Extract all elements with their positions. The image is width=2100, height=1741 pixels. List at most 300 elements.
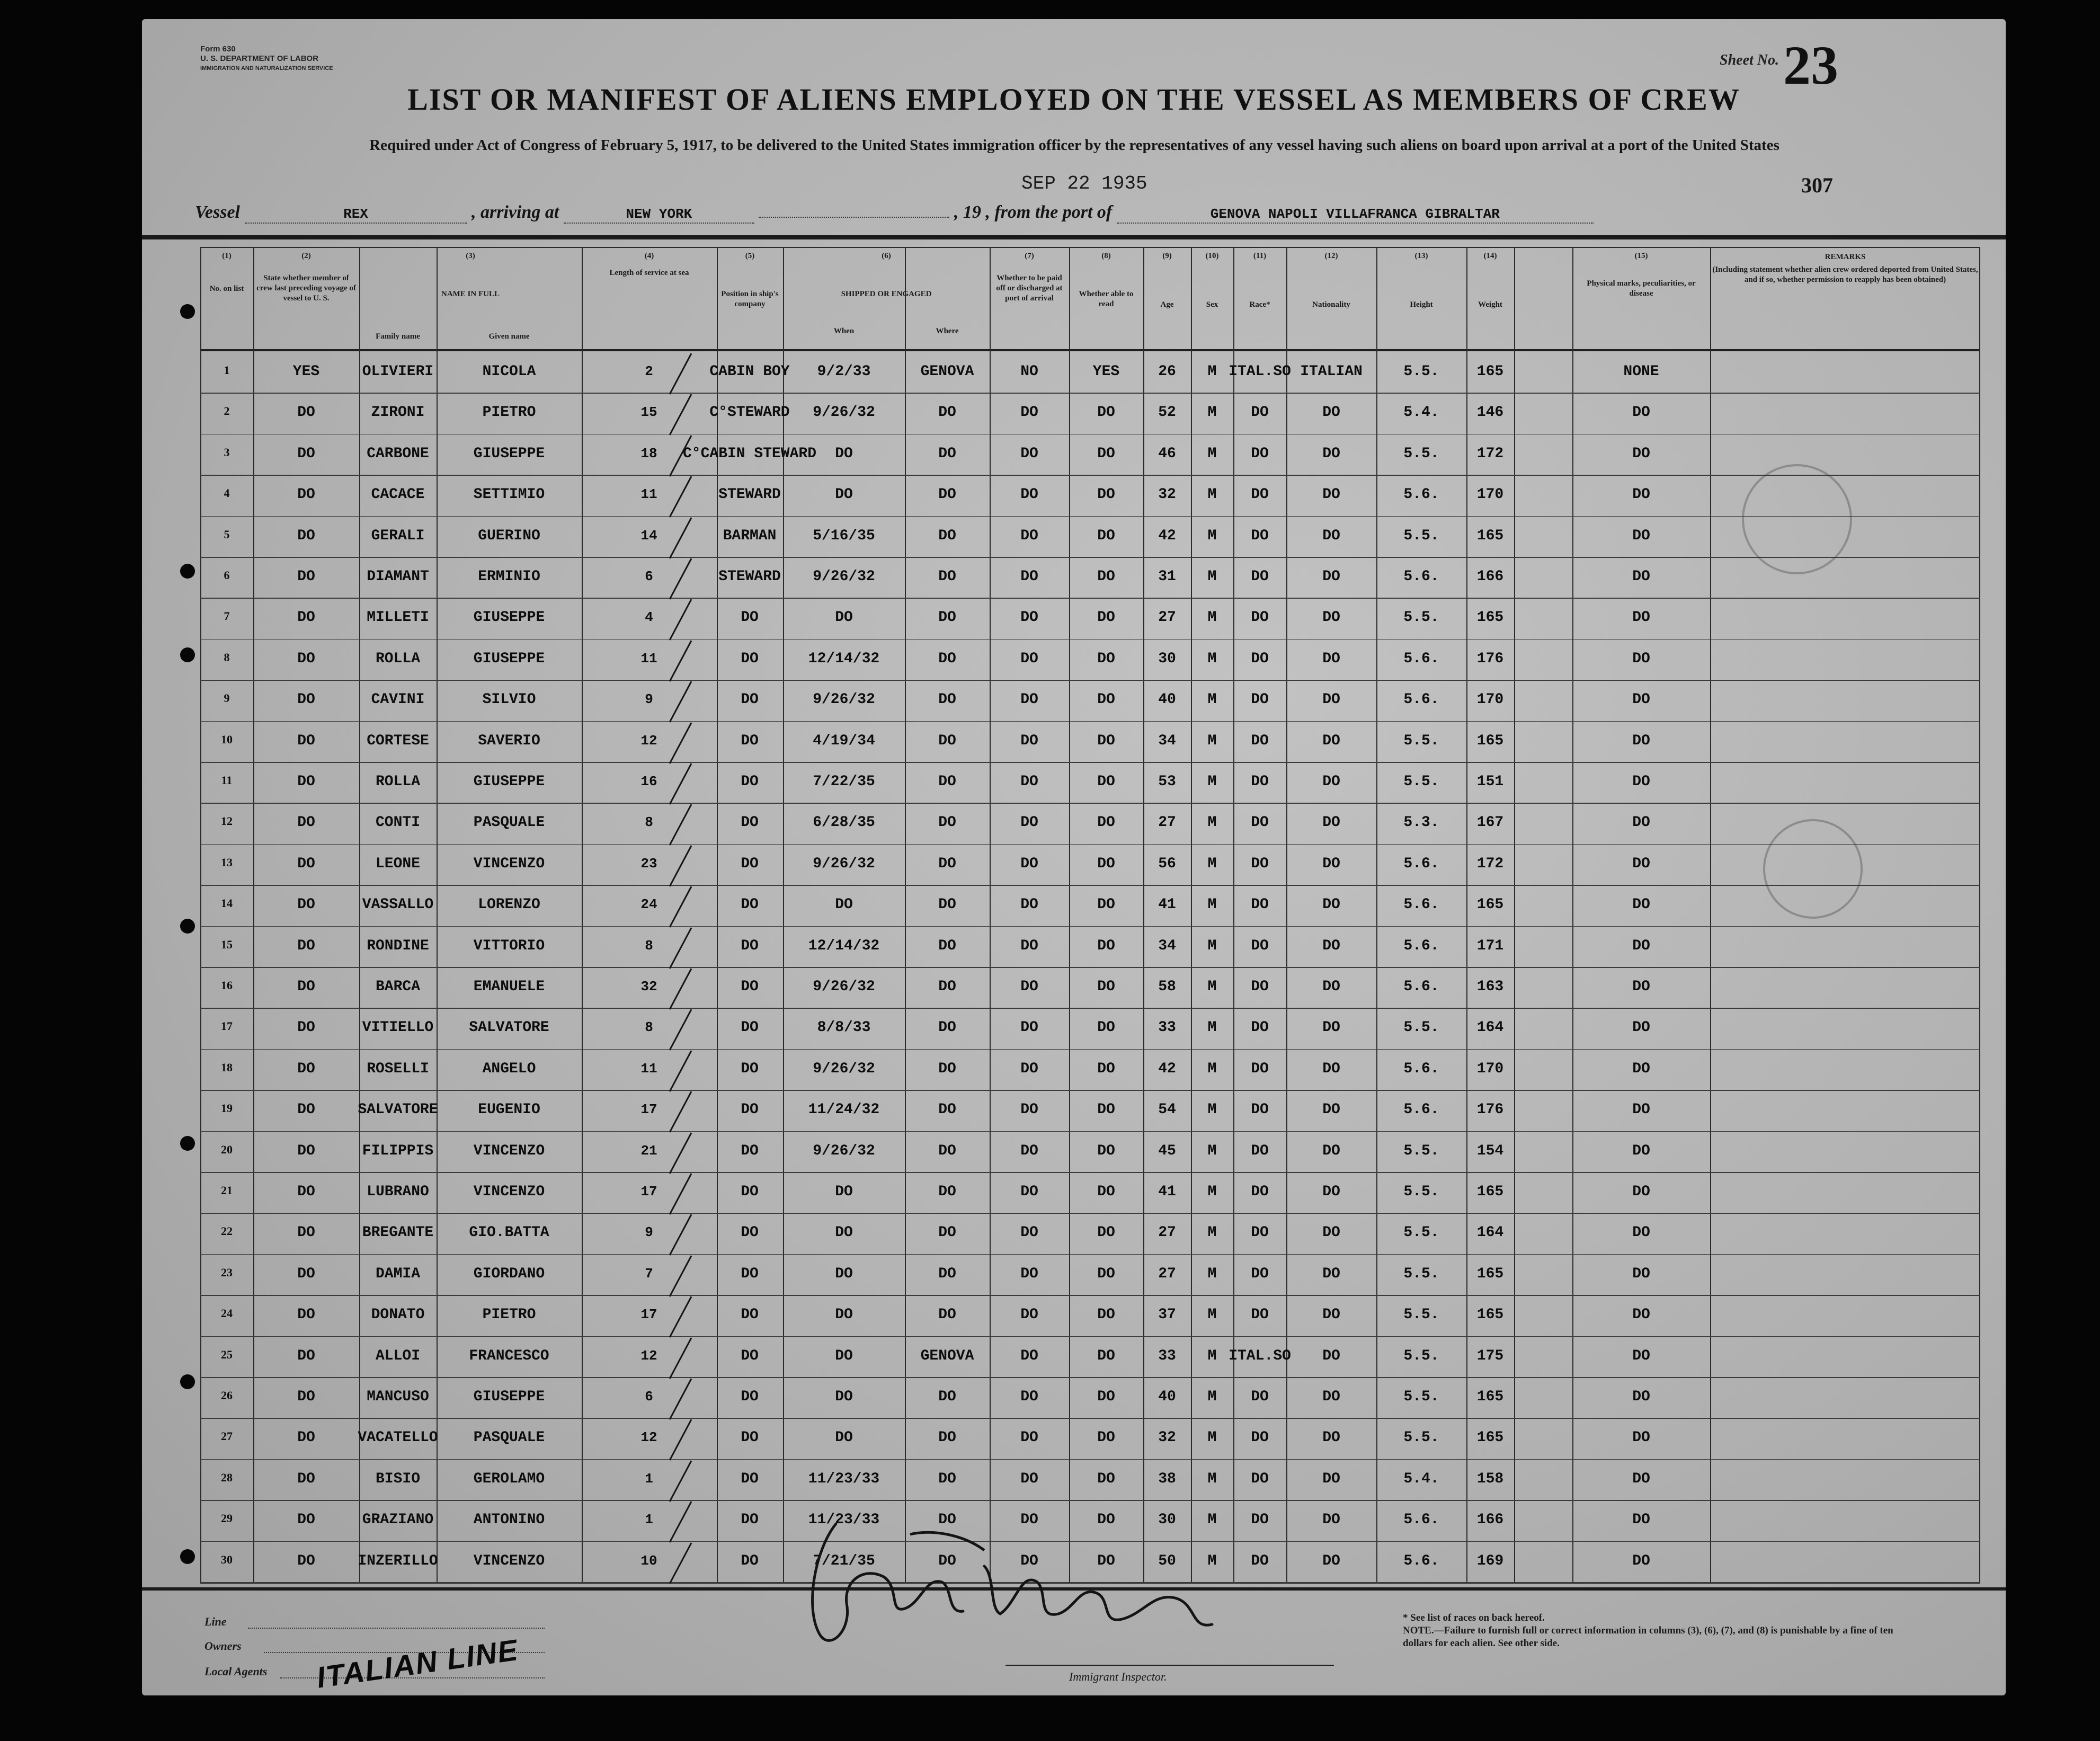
table-cell: DO (1251, 1019, 1269, 1036)
table-cell: DO (835, 1184, 853, 1200)
binder-hole (180, 647, 195, 662)
table-cell: 5.6. (1403, 1060, 1439, 1077)
table-cell: 6 (645, 569, 653, 584)
table-cell: DO (741, 1019, 759, 1036)
table-cell: DO (1322, 814, 1340, 831)
table-cell: 29 (221, 1512, 233, 1525)
column-header: SHIPPED OR ENGAGED (841, 290, 932, 298)
table-cell: DO (1322, 1142, 1340, 1159)
table-cell: DO (1251, 569, 1269, 585)
table-cell: 5.3. (1403, 814, 1439, 831)
table-cell: DO (1632, 937, 1650, 954)
table-cell: 170 (1476, 691, 1504, 708)
table-cell: DO (1632, 609, 1650, 626)
table-cell: DO (741, 1102, 759, 1118)
table-cell: DO (938, 404, 956, 421)
table-cell: DO (1632, 1224, 1650, 1241)
table-cell: 32 (640, 979, 657, 994)
table-cell: DO (741, 896, 759, 913)
column-header: State whether member of crew last preceding voyage of vessel to U. S. (256, 274, 356, 303)
table-cell: LEONE (375, 855, 421, 872)
table-cell: DO (297, 774, 315, 790)
table-cell: DO (1020, 774, 1038, 790)
row-rule (200, 393, 1980, 394)
table-cell: DO (1322, 650, 1340, 667)
table-cell: C°STEWARD (709, 404, 790, 421)
table-cell: DO (1632, 1512, 1650, 1529)
row-rule (200, 803, 1980, 804)
table-cell: 13 (221, 855, 233, 869)
table-cell: DO (1097, 855, 1115, 872)
table-cell: 26 (1158, 363, 1176, 380)
header-rule (142, 235, 2006, 239)
table-cell: MILLETI (367, 609, 429, 626)
table-cell: 12 (640, 1347, 657, 1364)
table-cell: 28 (221, 1470, 233, 1484)
table-cell: DO (1322, 1429, 1340, 1446)
table-cell: DO (741, 1060, 759, 1077)
from-port-label: , from the port of (985, 202, 1113, 222)
row-rule (200, 1008, 1980, 1009)
table-cell: M (1207, 691, 1217, 708)
table-cell: 8 (645, 937, 653, 954)
table-cell: DO (741, 937, 759, 954)
table-border (200, 247, 1980, 1584)
table-cell: 5.5. (1403, 1265, 1439, 1282)
arriving-label: , arriving at (471, 202, 559, 222)
table-cell: DO (741, 1265, 759, 1282)
table-cell: DO (1632, 814, 1650, 831)
table-cell: DO (1632, 486, 1650, 503)
table-cell: ALLOI (375, 1347, 421, 1364)
column-header: (1) (222, 252, 232, 260)
table-cell: 5.6. (1403, 486, 1439, 503)
table-cell: DO (297, 1429, 315, 1446)
table-cell: LUBRANO (367, 1184, 429, 1200)
table-cell: BREGANTE (362, 1224, 434, 1241)
table-cell: DONATO (371, 1307, 425, 1323)
table-cell: 41 (1158, 1184, 1176, 1200)
table-cell: 18 (640, 445, 657, 461)
table-cell: DO (1632, 445, 1650, 462)
table-cell: M (1207, 404, 1217, 421)
table-cell: 41 (1158, 896, 1176, 913)
table-cell: SAVERIO (478, 732, 540, 749)
table-cell: M (1207, 569, 1217, 585)
table-cell: DO (1020, 1307, 1038, 1323)
table-cell: 1 (645, 1470, 653, 1487)
table-cell: DO (1632, 774, 1650, 790)
table-cell: 54 (1158, 1102, 1176, 1118)
table-cell: DO (297, 1307, 315, 1323)
table-cell: DO (741, 774, 759, 790)
inspector-line (1005, 1665, 1334, 1666)
table-cell: 4 (224, 486, 230, 500)
penalty-note: NOTE.—Failure to furnish full or correct information in columns (3), (6), (7), and (8) is punishable by a fine of ten dollars for each alien. See other side. (1403, 1625, 1893, 1649)
table-cell: DO (1097, 486, 1115, 503)
table-cell: VINCENZO (473, 1552, 545, 1569)
table-cell: DO (297, 1060, 315, 1077)
table-cell: DO (1251, 1470, 1269, 1487)
table-cell: DO (1632, 855, 1650, 872)
footer-notes (1403, 1612, 1922, 1650)
table-cell: ROSELLI (367, 1060, 429, 1077)
row-rule (200, 1295, 1980, 1296)
table-cell: 9 (224, 691, 230, 705)
table-cell: PIETRO (482, 1307, 536, 1323)
table-cell: DO (1020, 1389, 1038, 1405)
table-cell: DO (1322, 527, 1340, 544)
table-cell: DO (1251, 1224, 1269, 1241)
table-cell: M (1207, 609, 1217, 626)
row-rule (200, 1459, 1980, 1460)
table-cell: 165 (1476, 1389, 1504, 1405)
table-cell: DO (938, 569, 956, 585)
table-cell: DO (297, 1265, 315, 1282)
table-cell: DO (1632, 650, 1650, 667)
table-cell: M (1207, 1347, 1217, 1364)
table-cell: FRANCESCO (469, 1347, 549, 1364)
row-rule (200, 639, 1980, 640)
table-cell: DO (297, 1389, 315, 1405)
table-cell: 9/26/32 (813, 569, 875, 585)
table-cell: DO (1251, 1060, 1269, 1077)
table-cell: DO (1097, 650, 1115, 667)
table-cell: DO (1020, 1429, 1038, 1446)
table-cell: DO (1322, 1470, 1340, 1487)
table-cell: 38 (1158, 1470, 1176, 1487)
table-cell: GUERINO (478, 527, 540, 544)
table-cell: CONTI (375, 814, 421, 831)
table-cell: DO (1097, 1470, 1115, 1487)
table-cell: 11/23/33 (808, 1470, 880, 1487)
table-cell: 9/26/32 (813, 855, 875, 872)
column-header: (10) (1205, 252, 1219, 260)
table-cell: M (1207, 774, 1217, 790)
table-cell: 7 (645, 1265, 653, 1282)
row-rule (200, 721, 1980, 722)
table-cell: 5.5. (1403, 1307, 1439, 1323)
table-cell: DO (938, 732, 956, 749)
table-cell: LORENZO (478, 896, 540, 913)
table-cell: 7/22/35 (813, 774, 875, 790)
column-header: Length of service at sea (609, 269, 689, 277)
table-cell: DO (938, 609, 956, 626)
table-cell: DO (1251, 937, 1269, 954)
table-cell: DO (297, 569, 315, 585)
table-cell: DO (741, 1184, 759, 1200)
table-cell: DO (1020, 650, 1038, 667)
table-cell: DO (938, 1307, 956, 1323)
crew-table (200, 247, 1980, 1584)
table-cell: DO (1322, 1224, 1340, 1241)
line-blank (248, 1628, 545, 1629)
table-cell: M (1207, 445, 1217, 462)
table-cell: 53 (1158, 774, 1176, 790)
column-header: (Including statement whether alien crew ordered deported from United States, and if so, whether permission to reapply has been obtained) (1712, 265, 1978, 284)
table-cell: 9 (645, 1224, 653, 1241)
table-cell: DO (1097, 1060, 1115, 1077)
table-cell: 5.6. (1403, 855, 1439, 872)
row-rule (200, 1131, 1980, 1132)
table-cell: DO (1097, 609, 1115, 626)
table-cell: 17 (640, 1307, 657, 1323)
table-cell: DO (938, 1184, 956, 1200)
table-cell: DO (1097, 569, 1115, 585)
handwritten-code: 307 (1801, 173, 1833, 197)
table-cell: DO (1632, 979, 1650, 995)
table-cell: DO (938, 937, 956, 954)
table-cell: DO (741, 1512, 759, 1529)
table-cell: M (1207, 1512, 1217, 1529)
table-cell: DO (297, 896, 315, 913)
table-cell: DO (1322, 1307, 1340, 1323)
table-cell: 9 (645, 691, 653, 708)
table-cell: DO (1322, 1347, 1340, 1364)
table-cell: DO (1251, 814, 1269, 831)
table-cell: DO (741, 691, 759, 708)
table-cell: 176 (1476, 1102, 1504, 1118)
table-cell: DO (938, 1060, 956, 1077)
table-cell: NICOLA (482, 363, 536, 380)
table-cell: NONE (1623, 363, 1659, 380)
table-cell: GERALI (371, 527, 425, 544)
table-cell: 154 (1476, 1142, 1504, 1159)
table-cell: DO (1020, 609, 1038, 626)
races-note: * See list of races on back hereof. (1403, 1612, 1545, 1623)
inspector-label: Immigrant Inspector. (1069, 1670, 1167, 1683)
table-cell: VASSALLO (362, 896, 434, 913)
table-cell: OLIVIERI (362, 363, 434, 380)
column-header: (3) (466, 252, 475, 260)
table-cell: CACACE (371, 486, 425, 503)
table-cell: DO (1020, 404, 1038, 421)
table-cell: DO (1632, 1142, 1650, 1159)
table-cell: DO (1097, 1224, 1115, 1241)
table-cell: 7/21/35 (813, 1552, 875, 1569)
table-cell: DO (297, 486, 315, 503)
table-cell: DO (1632, 1389, 1650, 1405)
table-cell: DO (1251, 486, 1269, 503)
table-cell: M (1207, 1552, 1217, 1569)
table-cell: M (1207, 527, 1217, 544)
table-cell: DO (938, 896, 956, 913)
table-cell: DO (1632, 527, 1650, 544)
table-cell: DO (1251, 1142, 1269, 1159)
table-cell: DO (1097, 1347, 1115, 1364)
table-cell: DO (938, 979, 956, 995)
table-cell: DO (1632, 691, 1650, 708)
table-cell: DO (835, 1224, 853, 1241)
table-cell: M (1207, 855, 1217, 872)
table-cell: DO (1251, 1307, 1269, 1323)
table-cell: M (1207, 650, 1217, 667)
table-cell: DO (741, 814, 759, 831)
table-cell: GIUSEPPE (473, 650, 545, 667)
table-cell: 5.6. (1403, 937, 1439, 954)
table-cell: 17 (640, 1102, 657, 1118)
year-label: , 19 (954, 202, 981, 222)
table-cell: DO (1020, 1512, 1038, 1529)
table-cell: DO (741, 1224, 759, 1241)
table-cell: 33 (1158, 1019, 1176, 1036)
row-rule (200, 1090, 1980, 1091)
table-cell: DO (1097, 896, 1115, 913)
table-cell: DO (1322, 1389, 1340, 1405)
table-cell: DO (1251, 1102, 1269, 1118)
table-cell: DO (938, 445, 956, 462)
binder-hole (180, 564, 195, 579)
sheet-label: Sheet No. (1720, 52, 1779, 68)
table-cell: GRAZIANO (362, 1512, 434, 1529)
column-header: Nationality (1312, 300, 1350, 309)
table-cell: 2 (645, 363, 653, 379)
table-cell: DO (297, 855, 315, 872)
table-cell: DO (1020, 1184, 1038, 1200)
table-cell: DO (1322, 937, 1340, 954)
table-cell: DO (1251, 1552, 1269, 1569)
row-rule (200, 967, 1980, 968)
row-rule (200, 1049, 1980, 1050)
table-cell: 45 (1158, 1142, 1176, 1159)
table-cell: 11/24/32 (808, 1102, 880, 1118)
table-cell: DO (1322, 1265, 1340, 1282)
table-cell: DO (1020, 1019, 1038, 1036)
line-label: Line (204, 1615, 227, 1628)
table-cell: 34 (1158, 937, 1176, 954)
table-cell: ANTONINO (473, 1512, 545, 1529)
table-cell: 34 (1158, 732, 1176, 749)
table-cell: DO (1251, 1429, 1269, 1446)
owners-label: Owners (204, 1639, 242, 1653)
table-cell: 56 (1158, 855, 1176, 872)
table-cell: M (1207, 1307, 1217, 1323)
table-cell: DO (1097, 979, 1115, 995)
table-cell: DO (1020, 896, 1038, 913)
table-cell: M (1207, 937, 1217, 954)
table-cell: DO (938, 855, 956, 872)
table-cell: 8 (645, 814, 653, 831)
table-cell: 27 (1158, 1224, 1176, 1241)
sheet-number: 23 (1783, 35, 1838, 96)
table-cell: 5.6. (1403, 691, 1439, 708)
table-cell: DO (741, 1389, 759, 1405)
table-cell: 1 (224, 363, 230, 377)
table-cell: 166 (1476, 1512, 1504, 1529)
table-cell: 33 (1158, 1347, 1176, 1364)
table-cell: DO (1020, 814, 1038, 831)
binder-hole (180, 919, 195, 934)
table-cell: 15 (221, 937, 233, 951)
table-cell: 5.4. (1403, 1470, 1439, 1487)
table-cell: DO (1251, 855, 1269, 872)
table-cell: 169 (1476, 1552, 1504, 1569)
table-cell: 20 (221, 1142, 233, 1156)
manifest-sheet (142, 19, 2006, 1695)
table-cell: DO (1097, 1102, 1115, 1118)
table-cell: 19 (221, 1102, 233, 1115)
column-header: Family name (376, 332, 420, 341)
table-cell: DO (1251, 979, 1269, 995)
local-agents-label: Local Agents (204, 1665, 268, 1678)
table-cell: 42 (1158, 527, 1176, 544)
table-cell: 24 (221, 1307, 233, 1320)
column-header: Sex (1206, 300, 1218, 309)
table-cell: 146 (1476, 404, 1504, 421)
table-cell: RONDINE (367, 937, 429, 954)
form-header-block (200, 45, 333, 73)
table-cell: GIUSEPPE (473, 445, 545, 462)
table-cell: 42 (1158, 1060, 1176, 1077)
table-cell: 12 (640, 732, 657, 749)
table-cell: 5.6. (1403, 1552, 1439, 1569)
column-header: Given name (488, 332, 530, 341)
table-cell: DO (938, 774, 956, 790)
table-cell: DO (1322, 1184, 1340, 1200)
table-cell: DO (1020, 1224, 1038, 1241)
table-cell: DO (1632, 1552, 1650, 1569)
table-cell: DO (1632, 1184, 1650, 1200)
column-header: No. on list (209, 285, 244, 293)
table-cell: 25 (221, 1347, 233, 1361)
table-cell: 17 (221, 1019, 233, 1033)
table-cell: M (1207, 1389, 1217, 1405)
table-cell: GIORDANO (473, 1265, 545, 1282)
table-cell: 8 (645, 1019, 653, 1036)
table-cell: DO (1251, 1265, 1269, 1282)
table-cell: DO (1251, 445, 1269, 462)
table-cell: ROLLA (375, 774, 421, 790)
table-cell: 16 (640, 774, 657, 789)
table-cell: M (1207, 1102, 1217, 1118)
table-cell: 11 (640, 486, 657, 503)
table-cell: 22 (221, 1224, 233, 1238)
table-cell: 5.6. (1403, 650, 1439, 667)
row-rule (200, 926, 1980, 927)
table-cell: 14 (221, 896, 233, 910)
table-cell: 165 (1476, 609, 1504, 626)
table-cell: 15 (640, 404, 657, 421)
table-cell: DO (1097, 1307, 1115, 1323)
table-cell: DO (741, 609, 759, 626)
table-cell: 7 (224, 609, 230, 623)
table-cell: DO (741, 1470, 759, 1487)
table-cell: DO (297, 937, 315, 954)
table-cell: DO (835, 1265, 853, 1282)
table-cell: 165 (1476, 527, 1504, 544)
table-cell: GIUSEPPE (473, 609, 545, 626)
table-cell: DO (297, 814, 315, 831)
table-cell: DO (835, 1347, 853, 1364)
table-cell: DO (741, 1429, 759, 1446)
table-cell: 2 (224, 404, 230, 418)
table-cell: DO (1097, 445, 1115, 462)
column-header: Age (1160, 300, 1174, 309)
table-cell: DO (938, 1102, 956, 1118)
table-cell: 5.5. (1403, 1019, 1439, 1036)
table-cell: DO (1097, 1552, 1115, 1569)
row-rule (200, 844, 1980, 845)
table-cell: DO (297, 691, 315, 708)
column-header: Position in ship's company (721, 290, 779, 308)
table-cell: 27 (1158, 1265, 1176, 1282)
table-cell: ZIRONI (371, 404, 425, 421)
table-cell: M (1207, 1060, 1217, 1077)
table-cell: 5.4. (1403, 404, 1439, 421)
table-cell: PASQUALE (473, 1429, 545, 1446)
table-cell: 165 (1476, 1429, 1504, 1446)
table-cell: DO (297, 404, 315, 421)
